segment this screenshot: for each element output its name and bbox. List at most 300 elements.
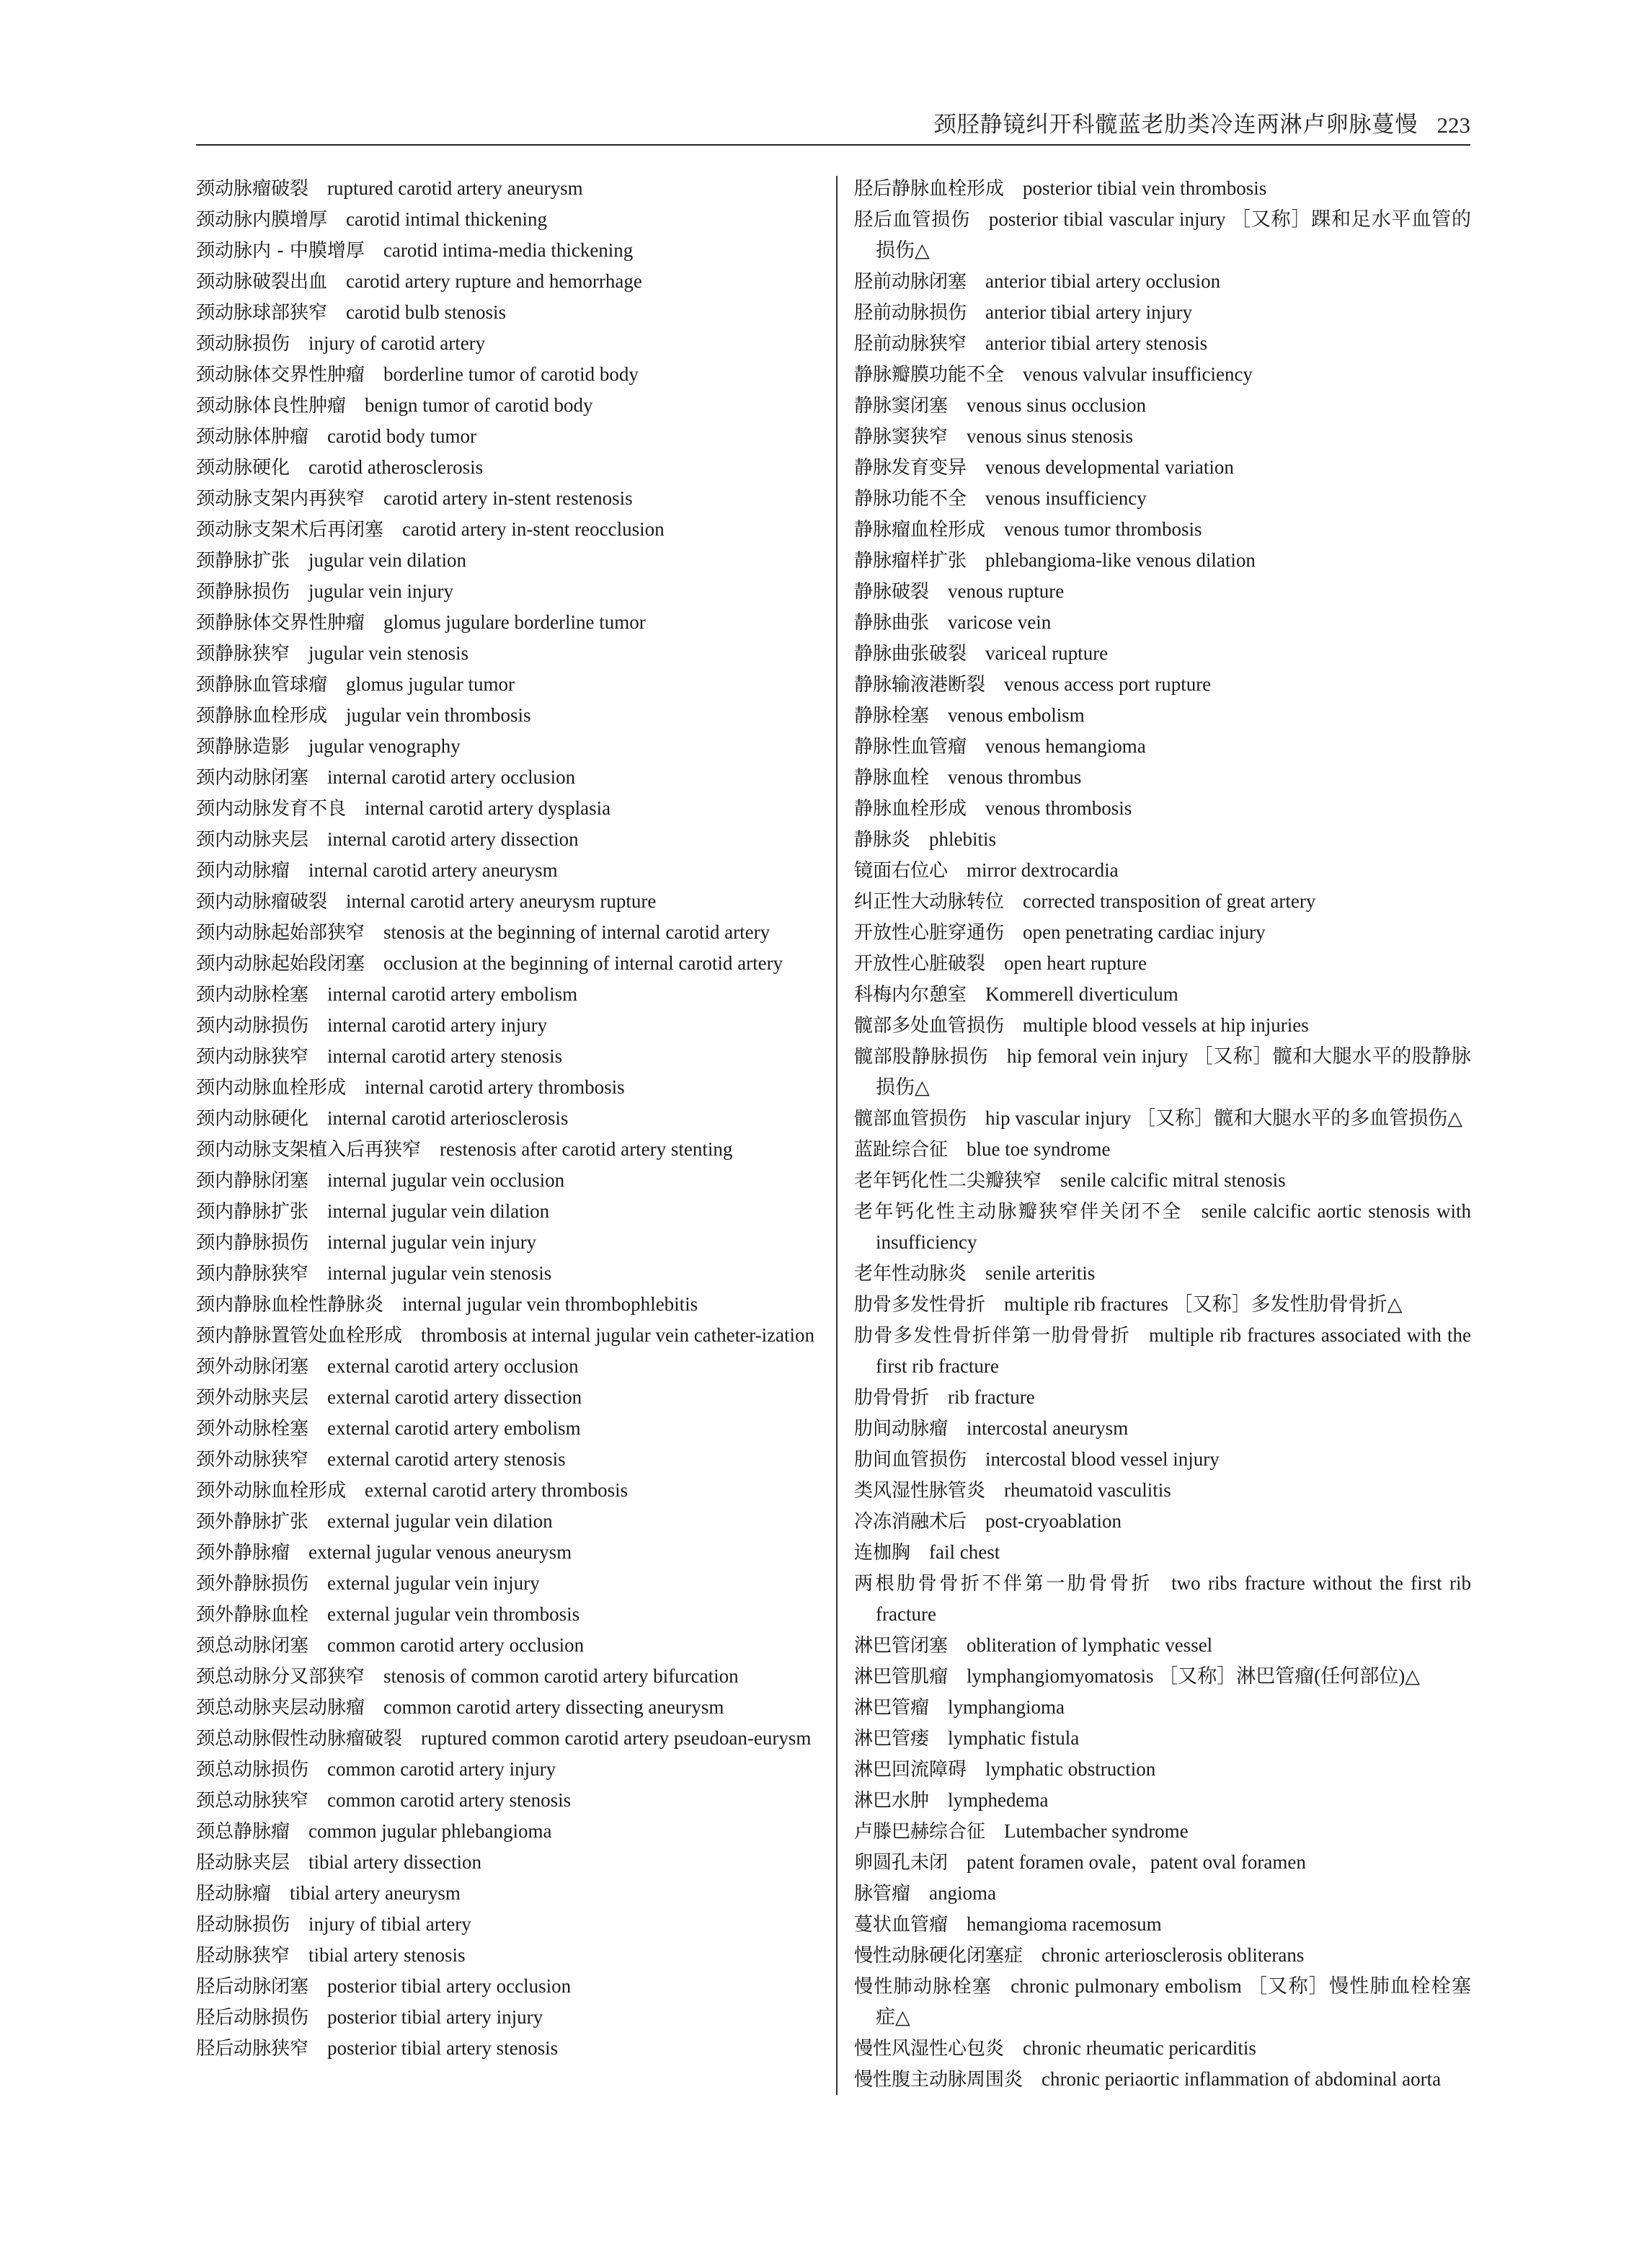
term-english: lymphedema xyxy=(948,1789,1049,1811)
glossary-entry xyxy=(196,1289,820,1320)
glossary-entry xyxy=(196,824,820,855)
glossary-entry xyxy=(196,1537,820,1568)
term-english: carotid bulb stenosis xyxy=(346,301,506,323)
term-english: rheumatoid vasculitis xyxy=(1004,1479,1171,1501)
term-english: venous thrombus xyxy=(948,766,1082,788)
term-english: tibial artery aneurysm xyxy=(290,1882,461,1904)
term-english: posterior tibial artery injury xyxy=(327,2006,543,2028)
term-chinese: 蔓状血管瘤 xyxy=(854,1914,949,1936)
glossary-entry xyxy=(854,514,1471,545)
term-english: common carotid artery occlusion xyxy=(327,1634,585,1656)
glossary-entry xyxy=(854,979,1471,1010)
term-english: intercostal blood vessel injury xyxy=(985,1448,1220,1470)
term-english: variceal rupture xyxy=(985,642,1109,664)
term-chinese: 颈动脉损伤 xyxy=(196,333,290,355)
term-english: stenosis of common carotid artery bifurcation xyxy=(383,1665,739,1687)
term-chinese: 颈外动脉闭塞 xyxy=(196,1356,309,1378)
glossary-entry xyxy=(854,1475,1471,1506)
term-english: phlebitis xyxy=(929,828,997,850)
glossary-entry xyxy=(854,948,1471,979)
glossary-entry xyxy=(854,607,1471,638)
term-english: jugular vein dilation xyxy=(308,549,466,571)
term-chinese: 静脉血栓 xyxy=(854,767,930,789)
glossary-entry xyxy=(196,700,820,731)
term-chinese: 老年钙化性主动脉瓣狭窄伴关闭不全 xyxy=(854,1201,1183,1223)
term-english: venous embolism xyxy=(948,704,1085,726)
term-chinese: 颈静脉体交界性肿瘤 xyxy=(196,612,365,634)
term-english: internal carotid arteriosclerosis xyxy=(327,1107,569,1129)
term-english: jugular vein injury xyxy=(308,580,453,602)
term-chinese: 静脉窦狭窄 xyxy=(854,426,949,448)
term-chinese: 老年钙化性二尖瓣狭窄 xyxy=(854,1170,1042,1192)
term-chinese: 淋巴管瘤 xyxy=(854,1697,930,1719)
running-head-title: 颈胫静镜纠开科髋蓝老肋类冷连两淋卢卵脉蔓慢 xyxy=(933,112,1418,138)
term-chinese: 颈静脉扩张 xyxy=(196,550,290,572)
term-english: posterior tibial vein thrombosis xyxy=(1023,177,1267,199)
term-english: patent foramen ovale，patent oval foramen xyxy=(967,1851,1306,1873)
term-english: external carotid artery thrombosis xyxy=(365,1479,629,1501)
right-column xyxy=(854,173,1471,2095)
glossary-entry xyxy=(196,855,820,886)
glossary-entry xyxy=(854,1940,1471,1971)
term-chinese: 颈外动脉夹层 xyxy=(196,1387,309,1409)
glossary-entry xyxy=(196,793,820,824)
term-english: thrombosis at internal jugular vein catheter-ization xyxy=(421,1324,815,1346)
term-english: ruptured common carotid artery pseudoan-eurysm xyxy=(421,1727,812,1749)
term-english: stenosis at the beginning of internal carotid artery xyxy=(383,921,771,943)
term-chinese: 镜面右位心 xyxy=(854,860,949,882)
term-chinese: 老年性动脉炎 xyxy=(854,1263,967,1285)
glossary-entry xyxy=(854,762,1471,793)
term-chinese: 肋间动脉瘤 xyxy=(854,1418,949,1440)
term-english: carotid intimal thickening xyxy=(346,208,547,230)
term-chinese: 慢性风湿性心包炎 xyxy=(854,2038,1005,2060)
term-chinese: 胫后血管损伤 xyxy=(854,209,970,231)
term-chinese: 颈动脉支架内再狭窄 xyxy=(196,488,365,510)
term-chinese: 颈动脉支架术后再闭塞 xyxy=(196,519,384,541)
glossary-entry xyxy=(196,1320,820,1351)
glossary-entry xyxy=(854,1196,1471,1258)
glossary-entry xyxy=(196,607,820,638)
page-header xyxy=(196,101,1470,146)
glossary-entry xyxy=(196,1599,820,1630)
term-english: venous thrombosis xyxy=(985,797,1132,819)
term-english: external jugular venous aneurysm xyxy=(308,1541,572,1563)
glossary-entry xyxy=(196,2002,820,2033)
term-chinese: 胫前动脉狭窄 xyxy=(854,333,967,355)
term-chinese: 冷冻消融术后 xyxy=(854,1511,967,1533)
term-english: common carotid artery injury xyxy=(327,1758,556,1780)
glossary-entry xyxy=(196,1010,820,1041)
term-english: common carotid artery dissecting aneurysm xyxy=(383,1696,724,1718)
glossary-entry xyxy=(196,1382,820,1413)
term-chinese: 卢滕巴赫综合征 xyxy=(854,1821,986,1843)
term-english: internal carotid artery dissection xyxy=(327,828,579,850)
term-chinese: 颈内静脉置管处血栓形成 xyxy=(196,1325,403,1347)
glossary-entry xyxy=(196,328,820,359)
term-english: injury of tibial artery xyxy=(308,1913,471,1935)
term-english: internal jugular vein stenosis xyxy=(327,1262,552,1284)
term-chinese: 两根肋骨骨折不伴第一肋骨骨折 xyxy=(854,1573,1153,1595)
glossary-entry xyxy=(854,824,1471,855)
term-chinese: 颈动脉瘤破裂 xyxy=(196,178,309,200)
glossary-entry xyxy=(854,855,1471,886)
glossary-entry xyxy=(196,266,820,297)
term-chinese: 颈内动脉发育不良 xyxy=(196,798,347,820)
term-english: senile calcific mitral stenosis xyxy=(1060,1169,1286,1191)
term-chinese: 静脉输液港断裂 xyxy=(854,674,986,696)
glossary-entry xyxy=(854,297,1471,328)
term-chinese: 颈动脉破裂出血 xyxy=(196,271,328,293)
glossary-entry xyxy=(854,1165,1471,1196)
glossary-entry xyxy=(854,1909,1471,1940)
term-chinese: 颈外动脉血栓形成 xyxy=(196,1480,347,1502)
glossary-entry xyxy=(196,1754,820,1785)
term-english: internal carotid artery aneurysm xyxy=(308,859,558,881)
term-chinese: 胫动脉夹层 xyxy=(196,1852,290,1874)
glossary-entry xyxy=(196,1816,820,1847)
term-english: two ribs fracture without the first rib fracture xyxy=(876,1572,1471,1625)
term-english: Lutembacher syndrome xyxy=(1004,1820,1189,1842)
glossary-entry xyxy=(196,1165,820,1196)
term-chinese: 静脉瘤样扩张 xyxy=(854,550,967,572)
glossary-entry xyxy=(854,1444,1471,1475)
term-chinese: 静脉窦闭塞 xyxy=(854,395,949,417)
term-english: venous hemangioma xyxy=(985,735,1146,757)
glossary-entry xyxy=(196,390,820,421)
term-english: glomus jugulare borderline tumor xyxy=(383,611,646,633)
term-english: angioma xyxy=(929,1882,996,1904)
glossary-entry xyxy=(854,2064,1471,2095)
glossary-entry xyxy=(196,1506,820,1537)
term-chinese: 髋部血管损伤 xyxy=(854,1108,967,1130)
glossary-entry xyxy=(196,235,820,266)
term-chinese: 颈内动脉狭窄 xyxy=(196,1046,309,1068)
term-chinese: 颈内动脉瘤 xyxy=(196,860,290,882)
glossary-entry xyxy=(854,886,1471,917)
term-english: carotid intima-media thickening xyxy=(383,239,634,261)
term-english: venous sinus occlusion xyxy=(967,394,1147,416)
term-english: chronic arteriosclerosis obliterans xyxy=(1042,1944,1305,1966)
term-chinese: 卵圆孔未闭 xyxy=(854,1852,949,1874)
term-chinese: 颈内动脉栓塞 xyxy=(196,984,309,1006)
term-english: chronic rheumatic pericarditis xyxy=(1023,2037,1256,2059)
term-english: chronic periaortic inflammation of abdominal aorta xyxy=(1042,2068,1442,2090)
glossary-entry xyxy=(854,173,1471,204)
glossary-entry xyxy=(196,1258,820,1289)
term-chinese: 颈总动脉闭塞 xyxy=(196,1635,309,1657)
term-english: blue toe syndrome xyxy=(967,1138,1111,1160)
term-english: rib fracture xyxy=(948,1386,1035,1408)
glossary-entry xyxy=(196,979,820,1010)
term-english: multiple rib fractures ［又称］多发性肋骨骨折△ xyxy=(1004,1293,1403,1315)
glossary-entry xyxy=(854,390,1471,421)
term-chinese: 颈动脉球部狭窄 xyxy=(196,302,328,324)
term-chinese: 颈静脉血栓形成 xyxy=(196,705,328,727)
term-chinese: 髋部股静脉损伤 xyxy=(854,1046,988,1068)
glossary-entry xyxy=(196,731,820,762)
glossary-entry xyxy=(196,452,820,483)
glossary-entry xyxy=(854,793,1471,824)
term-chinese: 颈内静脉闭塞 xyxy=(196,1170,309,1192)
term-chinese: 颈外动脉狭窄 xyxy=(196,1449,309,1471)
glossary-entry xyxy=(196,1847,820,1878)
term-english: internal carotid artery injury xyxy=(327,1014,548,1036)
term-chinese: 颈外静脉损伤 xyxy=(196,1573,309,1595)
term-chinese: 静脉破裂 xyxy=(854,581,930,603)
term-chinese: 颈总动脉损伤 xyxy=(196,1759,309,1781)
term-chinese: 颈动脉内膜增厚 xyxy=(196,209,328,231)
term-english: venous rupture xyxy=(948,580,1065,602)
glossary-entry xyxy=(196,2033,820,2064)
glossary-entry xyxy=(854,1847,1471,1878)
term-chinese: 颈内静脉狭窄 xyxy=(196,1263,309,1285)
glossary-entry xyxy=(196,1568,820,1599)
glossary-entry xyxy=(196,576,820,607)
term-chinese: 胫前动脉损伤 xyxy=(854,302,967,324)
term-english: lymphangioma xyxy=(948,1696,1065,1718)
page-number: 223 xyxy=(1436,112,1470,138)
glossary-entry xyxy=(854,1413,1471,1444)
glossary-entry xyxy=(854,1103,1471,1134)
glossary-entry xyxy=(196,1475,820,1506)
term-english: jugular vein thrombosis xyxy=(346,704,531,726)
term-chinese: 胫后动脉损伤 xyxy=(196,2007,309,2029)
term-english: carotid body tumor xyxy=(327,425,476,447)
term-chinese: 颈动脉内 - 中膜增厚 xyxy=(196,240,365,262)
term-chinese: 颈动脉体良性肿瘤 xyxy=(196,395,347,417)
term-chinese: 静脉曲张破裂 xyxy=(854,643,967,665)
glossary-entry xyxy=(196,1692,820,1723)
term-chinese: 颈内动脉夹层 xyxy=(196,829,309,851)
glossary-entry xyxy=(854,1382,1471,1413)
term-english: restenosis after carotid artery stenting xyxy=(440,1138,733,1160)
term-english: jugular venography xyxy=(308,735,461,757)
term-chinese: 静脉发育变异 xyxy=(854,457,967,479)
term-english: carotid artery in-stent restenosis xyxy=(383,487,633,509)
term-english: tibial artery stenosis xyxy=(308,1944,466,1966)
term-english: external carotid artery embolism xyxy=(327,1417,581,1439)
term-chinese: 开放性心脏破裂 xyxy=(854,953,986,975)
glossary-entry xyxy=(196,483,820,514)
glossary-entry xyxy=(854,700,1471,731)
term-chinese: 胫前动脉闭塞 xyxy=(854,271,967,293)
term-english: venous developmental variation xyxy=(985,456,1234,478)
glossary-entry xyxy=(196,421,820,452)
term-english: tibial artery dissection xyxy=(308,1851,481,1873)
glossary-entry xyxy=(854,1320,1471,1382)
term-english: mirror dextrocardia xyxy=(967,859,1119,881)
term-chinese: 肋间血管损伤 xyxy=(854,1449,967,1471)
glossary-entry xyxy=(196,638,820,669)
glossary-entry xyxy=(196,1351,820,1382)
term-english: lymphatic obstruction xyxy=(985,1758,1156,1780)
term-chinese: 髋部多处血管损伤 xyxy=(854,1015,1005,1037)
term-chinese: 蓝趾综合征 xyxy=(854,1139,949,1161)
glossary-entry xyxy=(196,297,820,328)
term-english: varicose vein xyxy=(948,611,1052,633)
term-chinese: 颈总动脉夹层动脉瘤 xyxy=(196,1697,365,1719)
glossary-entry xyxy=(854,1971,1471,2033)
term-english: external jugular vein dilation xyxy=(327,1510,553,1532)
column-divider xyxy=(836,176,838,2095)
term-chinese: 颈静脉血管球瘤 xyxy=(196,674,328,696)
glossary-entry xyxy=(854,1754,1471,1785)
term-english: internal jugular vein injury xyxy=(327,1231,537,1253)
glossary-entry xyxy=(196,1444,820,1475)
glossary-entry xyxy=(854,1630,1471,1661)
term-chinese: 颈总动脉狭窄 xyxy=(196,1790,309,1812)
term-chinese: 淋巴管肌瘤 xyxy=(854,1666,949,1688)
term-english: internal carotid artery dysplasia xyxy=(365,797,611,819)
term-english: venous access port rupture xyxy=(1004,673,1212,695)
term-chinese: 开放性心脏穿通伤 xyxy=(854,922,1005,944)
term-english: external jugular vein thrombosis xyxy=(327,1603,580,1625)
glossary-entry xyxy=(196,1041,820,1072)
term-english: external carotid artery dissection xyxy=(327,1386,582,1408)
term-chinese: 颈静脉造影 xyxy=(196,736,290,758)
term-chinese: 淋巴回流障碍 xyxy=(854,1759,967,1781)
term-chinese: 颈静脉狭窄 xyxy=(196,643,290,665)
glossary-entry xyxy=(854,1816,1471,1847)
term-chinese: 静脉瘤血栓形成 xyxy=(854,519,986,541)
term-english: anterior tibial artery stenosis xyxy=(985,332,1208,354)
term-english: anterior tibial artery injury xyxy=(985,301,1193,323)
term-english: carotid atherosclerosis xyxy=(308,456,484,478)
term-chinese: 静脉曲张 xyxy=(854,612,930,634)
term-chinese: 连枷胸 xyxy=(854,1542,911,1564)
glossary-entry xyxy=(854,669,1471,700)
glossary-entry xyxy=(854,1568,1471,1630)
glossary-entry xyxy=(854,576,1471,607)
term-english: senile arteritis xyxy=(985,1262,1096,1284)
term-chinese: 肋骨骨折 xyxy=(854,1387,930,1409)
term-english: internal carotid artery embolism xyxy=(327,983,578,1005)
term-english: venous sinus stenosis xyxy=(967,425,1134,447)
glossary-entry xyxy=(854,1010,1471,1041)
glossary-entry xyxy=(196,1103,820,1134)
term-chinese: 静脉栓塞 xyxy=(854,705,930,727)
term-chinese: 颈内动脉支架植入后再狭窄 xyxy=(196,1139,422,1161)
term-english: obliteration of lymphatic vessel xyxy=(967,1634,1213,1656)
term-english: benign tumor of carotid body xyxy=(365,394,593,416)
term-chinese: 肋骨多发性骨折 xyxy=(854,1294,986,1316)
glossary-entry xyxy=(854,1258,1471,1289)
term-english: anterior tibial artery occlusion xyxy=(985,270,1221,292)
term-english: hip femoral vein injury ［又称］髋和大腿水平的股静脉损伤△ xyxy=(876,1045,1471,1098)
glossary-entry xyxy=(196,1661,820,1692)
glossary-entry xyxy=(854,2033,1471,2064)
glossary-entry xyxy=(854,483,1471,514)
glossary-entry xyxy=(854,1878,1471,1909)
glossary-entry xyxy=(854,1785,1471,1816)
term-english: internal carotid artery occlusion xyxy=(327,766,576,788)
term-chinese: 肋骨多发性骨折伴第一肋骨骨折 xyxy=(854,1325,1131,1347)
term-chinese: 颈外静脉瘤 xyxy=(196,1542,290,1564)
glossary-entry xyxy=(196,886,820,917)
term-english: lymphatic fistula xyxy=(948,1727,1080,1749)
glossary-entry xyxy=(854,1134,1471,1165)
glossary-entry xyxy=(196,762,820,793)
term-chinese: 胫后静脉血栓形成 xyxy=(854,178,1005,200)
glossary-entry xyxy=(196,514,820,545)
term-chinese: 颈内静脉血栓性静脉炎 xyxy=(196,1294,384,1316)
glossary-entry xyxy=(196,545,820,576)
term-english: Kommerell diverticulum xyxy=(985,983,1178,1005)
glossary-entry xyxy=(196,917,820,948)
term-chinese: 静脉性血管瘤 xyxy=(854,736,967,758)
glossary-entry xyxy=(854,1537,1471,1568)
term-english: posterior tibial artery stenosis xyxy=(327,2037,559,2059)
term-chinese: 淋巴管闭塞 xyxy=(854,1635,949,1657)
term-english: internal carotid artery thrombosis xyxy=(365,1076,625,1098)
glossary-entry xyxy=(854,545,1471,576)
term-english: carotid artery in-stent reocclusion xyxy=(402,518,665,540)
term-chinese: 慢性肺动脉栓塞 xyxy=(854,1976,992,1998)
glossary-entry xyxy=(196,204,820,235)
glossary-entry xyxy=(196,1413,820,1444)
term-chinese: 胫动脉瘤 xyxy=(196,1883,272,1905)
term-english: venous tumor thrombosis xyxy=(1004,518,1202,540)
term-chinese: 胫动脉狭窄 xyxy=(196,1945,290,1967)
glossary-entry xyxy=(196,1971,820,2002)
term-english: post-cryoablation xyxy=(985,1510,1122,1532)
term-chinese: 淋巴水肿 xyxy=(854,1790,930,1812)
term-english: glomus jugular tumor xyxy=(346,673,515,695)
term-chinese: 慢性腹主动脉周围炎 xyxy=(854,2069,1023,2091)
term-english: internal carotid artery aneurysm rupture xyxy=(346,890,657,912)
glossary-entry xyxy=(854,1723,1471,1754)
glossary-entry xyxy=(196,1940,820,1971)
term-chinese: 颈总动脉假性动脉瘤破裂 xyxy=(196,1728,403,1750)
term-chinese: 胫动脉损伤 xyxy=(196,1914,290,1936)
term-chinese: 慢性动脉硬化闭塞症 xyxy=(854,1945,1023,1967)
term-english: borderline tumor of carotid body xyxy=(383,363,639,385)
glossary-entry xyxy=(854,452,1471,483)
term-chinese: 颈外静脉血栓 xyxy=(196,1604,309,1626)
glossary-entry xyxy=(854,359,1471,390)
term-english: corrected transposition of great artery xyxy=(1023,890,1316,912)
term-chinese: 颈动脉体交界性肿瘤 xyxy=(196,364,365,386)
glossary-entry xyxy=(854,1041,1471,1103)
glossary-entry xyxy=(196,1785,820,1816)
term-english: injury of carotid artery xyxy=(308,332,486,354)
glossary-entry xyxy=(854,638,1471,669)
left-column xyxy=(196,173,820,2064)
term-english: multiple blood vessels at hip injuries xyxy=(1023,1014,1309,1036)
term-english: multiple rib fractures associated with the first rib fracture xyxy=(876,1324,1471,1377)
glossary-entry xyxy=(854,1289,1471,1320)
term-chinese: 胫后动脉闭塞 xyxy=(196,1976,309,1998)
term-chinese: 脉管瘤 xyxy=(854,1883,911,1905)
term-chinese: 颈总动脉分叉部狭窄 xyxy=(196,1666,365,1688)
term-english: intercostal aneurysm xyxy=(967,1417,1129,1439)
glossary-entry xyxy=(196,359,820,390)
term-chinese: 颈内静脉损伤 xyxy=(196,1232,309,1254)
term-english: internal carotid artery stenosis xyxy=(327,1045,563,1067)
glossary-entry xyxy=(196,669,820,700)
term-chinese: 颈动脉硬化 xyxy=(196,457,290,479)
term-english: venous valvular insufficiency xyxy=(1023,363,1253,385)
glossary-entry xyxy=(854,204,1471,266)
term-chinese: 类风湿性脉管炎 xyxy=(854,1480,986,1502)
glossary-entry xyxy=(854,1692,1471,1723)
glossary-entry xyxy=(854,731,1471,762)
glossary-entry xyxy=(854,917,1471,948)
term-english: senile calcific aortic stenosis with insufficiency xyxy=(876,1200,1471,1253)
term-chinese: 纠正性大动脉转位 xyxy=(854,891,1005,913)
glossary-entry xyxy=(196,1196,820,1227)
